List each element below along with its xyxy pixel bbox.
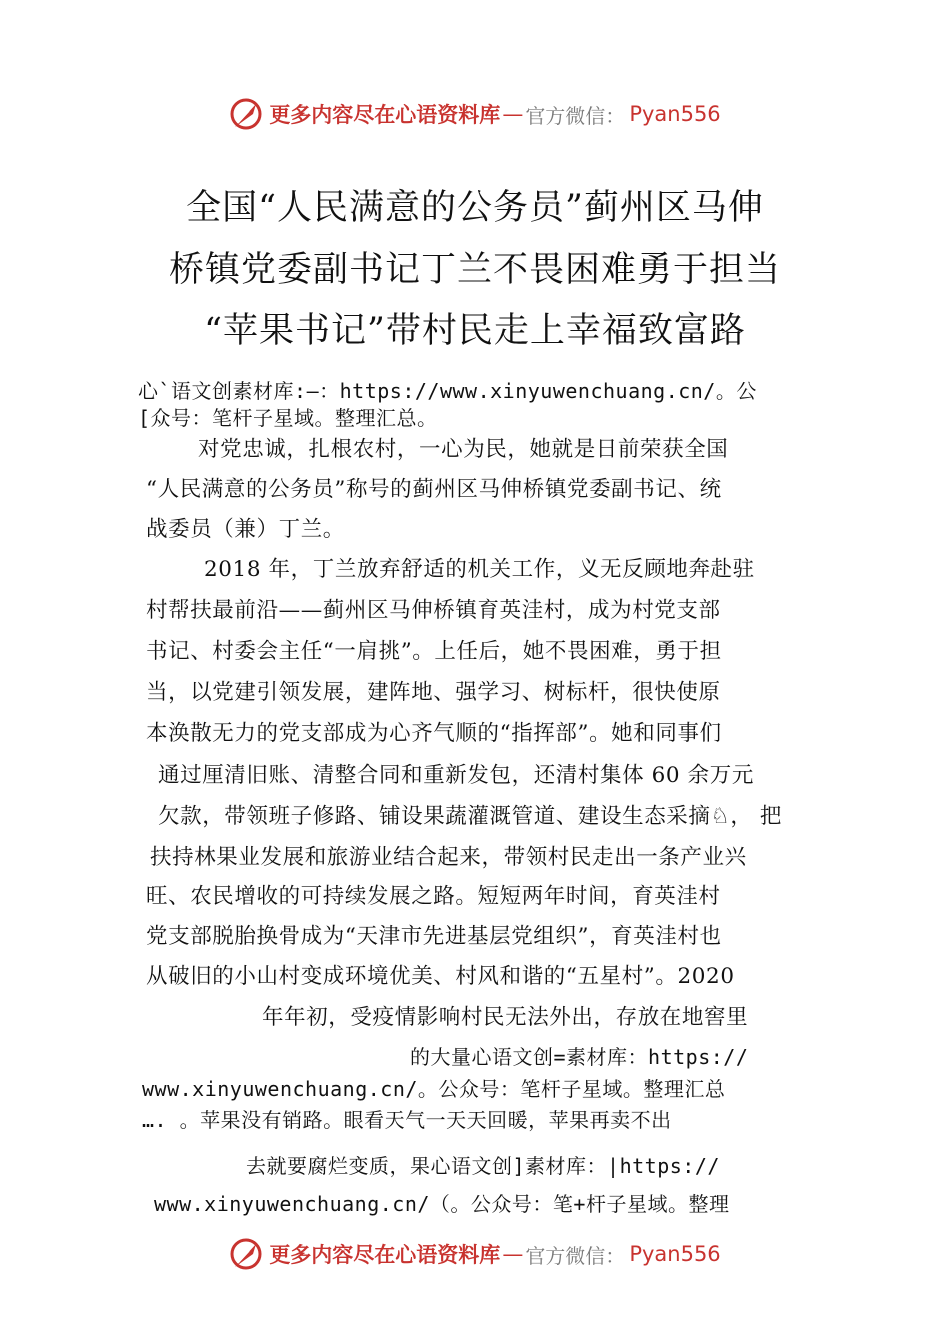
wechat-label: 官方微信： bbox=[525, 1243, 626, 1268]
wechat-label: 官方微信： bbox=[525, 103, 626, 128]
header-banner bbox=[0, 94, 950, 134]
body-line-6: 2018 年，丁兰放弃舒适的机关工作，义无反顾地奔赴驻 bbox=[204, 557, 755, 582]
body-line-1: 心`语文创素材库:—：https://www.xinyuwenchuang.cn/。公 bbox=[138, 379, 757, 403]
body-line-5: 战委员（兼）丁兰。 bbox=[146, 517, 345, 542]
quill-logo-icon bbox=[229, 1237, 263, 1271]
banner-dash: — bbox=[502, 1242, 524, 1266]
page-title-line-2: 桥镇党委副书记丁兰不畏困难勇于担当 bbox=[168, 250, 781, 290]
body-line-3: 对党忠诚，扎根农村，一心为民，她就是日前荣获全国 bbox=[198, 437, 729, 462]
body-line-13: 扶持林果业发展和旅游业结合起来，带领村民走出一条产业兴 bbox=[150, 845, 747, 870]
body-line-7: 村帮扶最前沿——蓟州区马伸桥镇育英洼村，成为村党支部 bbox=[146, 598, 721, 623]
banner-text: 更多内容尽在心语资料库 bbox=[269, 103, 501, 127]
wechat-id: Pyan556 bbox=[629, 1242, 721, 1266]
body-line-16: 从破旧的小山村变成环境优美、村风和谐的“五星村”。2020 bbox=[146, 964, 735, 989]
body-line-4: “人民满意的公务员”称号的蓟州区马伸桥镇党委副书记、统 bbox=[146, 477, 722, 502]
banner-text: 更多内容尽在心语资料库 bbox=[269, 1243, 501, 1267]
body-line-12: 欠款，带领班子修路、铺设果蔬灌溉管道、建设生态采摘♘， 把 bbox=[158, 804, 783, 829]
page-title-line-3: “苹果书记”带村民走上幸福致富路 bbox=[204, 311, 746, 351]
wechat-id: Pyan556 bbox=[629, 102, 721, 126]
body-line-15: 党支部脱胎换骨成为“天津市先进基层党组织”，育英洼村也 bbox=[146, 924, 722, 949]
body-line-14: 旺、农民增收的可持续发展之路。短短两年时间，育英洼村 bbox=[146, 884, 721, 909]
body-line-22: www.xinyuwenchuang.cn/（。公众号：笔+杆子星域。整理 bbox=[154, 1192, 730, 1216]
body-line-11: 通过厘清旧账、清整合同和重新发包，还清村集体 60 余万元 bbox=[158, 763, 754, 788]
page-title-line-1: 全国“人民满意的公务员”蓟州区马伸 bbox=[186, 188, 764, 228]
body-line-2: [众号：笔杆子星域。整理汇总。 bbox=[138, 406, 438, 430]
body-line-10: 本涣散无力的党支部成为心齐气顺的“指挥部”。她和同事们 bbox=[146, 721, 722, 746]
body-line-20: …. 。苹果没有销路。眼看天气一天天回暖，苹果再卖不出 bbox=[142, 1108, 672, 1132]
quill-logo-icon bbox=[229, 97, 263, 131]
banner-dash: — bbox=[502, 102, 524, 126]
footer-banner bbox=[0, 1234, 950, 1274]
body-line-21: 去就要腐烂变质，果心语文创]素材库：|https:// bbox=[246, 1154, 720, 1178]
body-line-17: 年年初，受疫情影响村民无法外出，存放在地窖里 bbox=[262, 1005, 749, 1030]
body-line-18: 的大量心语文创=素材库：https:// bbox=[410, 1045, 749, 1069]
body-line-19: www.xinyuwenchuang.cn/。公众号：笔杆子星域。整理汇总 bbox=[142, 1077, 726, 1101]
body-line-9: 当，以党建引领发展，建阵地、强学习、树标杆，很快使原 bbox=[146, 680, 721, 705]
body-line-8: 书记、村委会主任“一肩挑”。上任后，她不畏困难，勇于担 bbox=[146, 639, 722, 664]
